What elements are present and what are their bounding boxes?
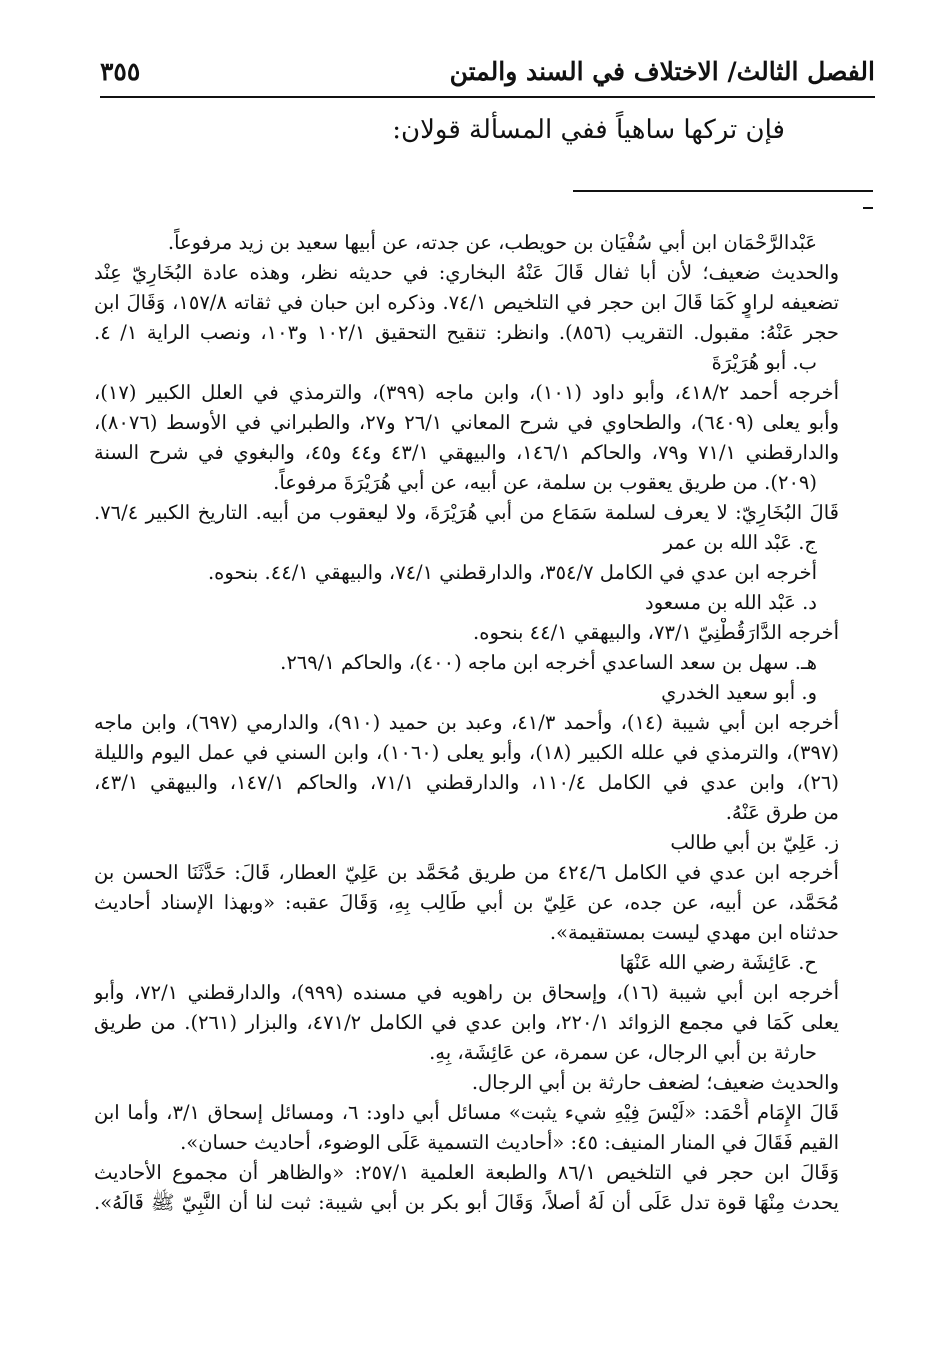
footnote-line: أخرجه الدَّارَقُطْنِيّ ٧٣/١، والبيهقي ٤٤/١ بنحوه. [473, 621, 839, 644]
footnote-heading: ز. عَلِيّ بن أبي طالب [670, 831, 839, 854]
footnote-line: أخرجه ابن أبي شيبة (١٤)، وأحمد ٤١/٣، وعبد بن حميد (٩١٠)، والدارمي (٦٩٧)، وابن ماجه [94, 711, 839, 734]
footnote-line: يعلى كَمَا في مجمع الزوائد ٢٢٠/١، وابن عدي في الكامل ٤٧١/٢، والبزار (٢٦١). من طريق [94, 1011, 839, 1034]
footnote-line: (٢٦)، وابن عدي في الكامل ١١٠/٤، والدارقطني ٧١/١، والحاكم ١٤٧/١، والبيهقي ٤٣/١، [94, 771, 839, 794]
footnote-line: (٢٠٩). من طريق يعقوب بن سلمة، عن أبيه، عن أبي هُرَيْرَةَ مرفوعاً. [273, 471, 817, 494]
footnotes [94, 228, 839, 1218]
footnote-heading: هـ. سهل بن سعد الساعدي أخرجه ابن ماجه (٤٠٠)، والحاكم ٢٦٩/١. [280, 651, 817, 674]
footnote-line: والحديث ضعيف؛ لضعف حارثة بن أبي الرجال. [471, 1071, 839, 1094]
chapter-title: الفصل الثالث/ الاختلاف في السند والمتن [449, 57, 875, 86]
footnote-heading: ح. عَائِشَة رضي الله عَنْهَا [619, 951, 817, 974]
footnote-line: من طرق عَنْهُ. [725, 801, 839, 824]
footnote-line: وَقَالَ ابن حجر في التلخيص ٨٦/١ والطبعة العلمية ٢٥٧/١: «والظاهر أن مجموع الأحاديث [94, 1161, 839, 1184]
footnote-line: يحدث مِنْهَا قوة تدل عَلَى أن لَهُ أصلاً، وَقَالَ أبو بكر بن أبي شيبة: ثبت لنا أن النَّبِيّ ﷺ قَالَهُ». [94, 1191, 839, 1214]
footnote-line: حجر عَنْهُ: مقبول. التقريب (٨٥٦). وانظر: تنقيح التحقيق ١٠٢/١ و١٠٣، ونصب الراية ١/ ٤. [94, 321, 839, 344]
footnote-line: تضعيفه لراوٍ كَمَا قَالَ ابن حجر في التلخيص ٧٤/١. وذكره ابن حبان في ثقاته ١٥٧/٨، وَقَالَ ابن [94, 291, 839, 314]
footnote-line: (٣٩٧)، والترمذي في علله الكبير (١٨)، وأبو يعلى (١٠٦٠)، وابن السني في عمل اليوم والليلة [94, 741, 839, 764]
footnote-separator [573, 190, 873, 192]
footnote-line: القيم فَقَالَ في المنار المنيف: ٤٥: «أحاديث التسمية عَلَى الوضوء، أحاديث حسان». [180, 1131, 839, 1154]
footnote-heading: د. عَبْد الله بن مسعود [645, 591, 817, 614]
footnote-line: أخرجه ابن أبي شيبة (١٦)، وإسحاق بن راهويه في مسنده (٩٩٩)، والدارقطني ٧٢/١، وأبو [94, 981, 839, 1004]
footnote-line: وأبو يعلى (٦٤٠٩)، والطحاوي في شرح المعاني ٢٦/١ و٢٧، والطبراني في الأوسط (٨٠٧٦)، [94, 411, 839, 434]
body-text: فإن تركها ساهياً ففي المسألة قولان: [392, 115, 785, 145]
footnote-line: حارثة بن أبي الرجال، عن سمرة، عن عَائِشَة، بِهِ. [429, 1041, 817, 1064]
footnote-line: والدارقطني ٧١/١ و٧٩، والحاكم ١٤٦/١، والبيهقي ٤٣/١ و٤٤ و٤٥، والبغوي في شرح السنة [94, 441, 839, 464]
footnote-line: قَالَ البُخَارِيّ: لا يعرف لسلمة سَمَاع من أبي هُرَيْرَةَ، ولا ليعقوب من أبيه. التاريخ الكبير ٧٦/٤. [94, 501, 839, 524]
header-rule [100, 96, 875, 98]
footnote-line: مُحَمَّد، عن أبيه، عن جده، عن عَلِيّ بن أبي طَالِب بِهِ، وَقَالَ عقبه: «وبهذا الإسناد أحاديث [94, 891, 839, 914]
footnote-line: أخرجه ابن عدي في الكامل ٣٥٤/٧، والدارقطني ٧٤/١، والبيهقي ٤٤/١. بنحوه. [207, 561, 817, 584]
footnote-heading: ب. أبو هُرَيْرَةَ [711, 351, 817, 374]
page-number: ٣٥٥ [100, 57, 141, 86]
footnote-line: أخرجه ابن عدي في الكامل ٤٢٤/٦ من طريق مُحَمَّد بن عَلِيّ العطار، قَالَ: حَدَّثَنَا الحسن بن [94, 861, 839, 884]
footnote-heading: ج. عَبْد الله بن عمر [663, 531, 817, 554]
footnote-line: والحديث ضعيف؛ لأن أبا ثفال قَالَ عَنْهُ البخاري: في حديثه نظر، وهذه عادة البُخَارِيّ عِنْد [94, 261, 839, 284]
footnote-line: أخرجه أحمد ٤١٨/٢، وأبو داود (١٠١)، وابن ماجه (٣٩٩)، والترمذي في العلل الكبير (١٧)، [94, 381, 839, 404]
running-header [100, 48, 875, 98]
footnote-mark [863, 207, 873, 209]
footnote-heading: و. أبو سعيد الخدري [661, 681, 817, 704]
footnote-line: عَبْدالرَّحْمَان ابن أبي سُفْيَان بن حويطب، عن جدته، عن أبيها سعيد بن زيد مرفوعاً. [167, 231, 817, 254]
footnote-line: حدثناه ابن مهدي ليست بمستقيمة». [549, 921, 839, 944]
footnote-line: قَالَ الإِمَام أَحْمَد: «لَيْسَ فِيْهِ شيء يثبت» مسائل أبي داود: ٦، ومسائل إسحاق ٣/١، وأما ابن [94, 1101, 839, 1124]
